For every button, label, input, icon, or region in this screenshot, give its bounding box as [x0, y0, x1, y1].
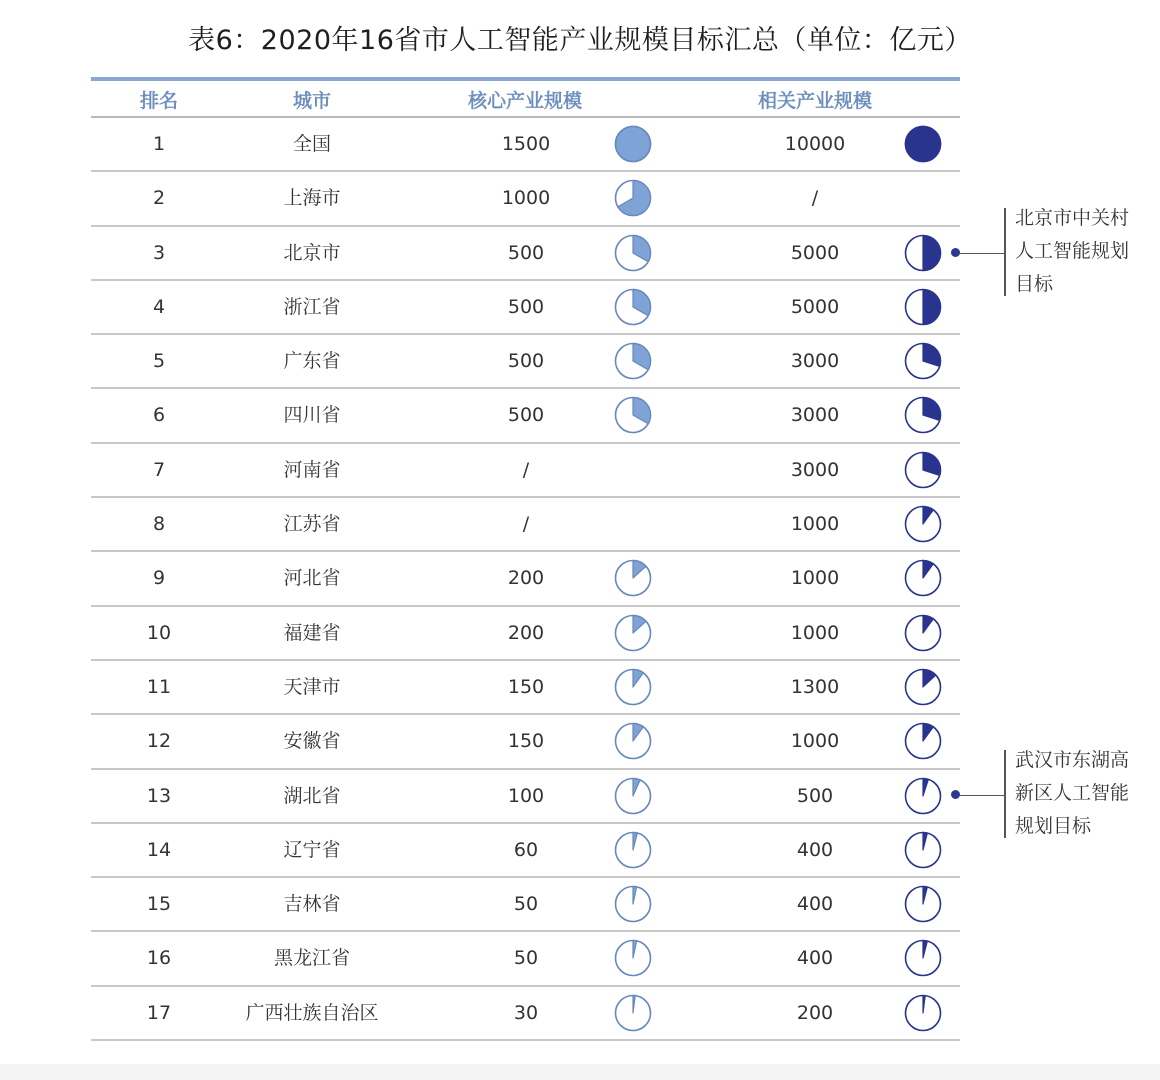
related-pie-icon [904, 396, 942, 434]
city-cell: 四川省 [283, 404, 341, 427]
core-value-cell: 1500 [501, 133, 551, 155]
related-pie-icon [904, 288, 942, 326]
table-row [91, 715, 960, 769]
table-row [91, 607, 960, 661]
header-city: 城市 [292, 90, 331, 112]
rank-cell: 1 [152, 133, 166, 155]
rank-cell: 10 [146, 621, 172, 644]
related-value-cell: / [811, 187, 819, 210]
header-rank: 排名 [139, 90, 178, 112]
table-row [91, 118, 960, 172]
annotation-1-bracket [1004, 208, 1006, 296]
core-value-cell: 150 [507, 730, 545, 753]
related-value-cell: 5000 [790, 295, 840, 318]
related-value-cell: 200 [796, 1001, 834, 1024]
related-pie-icon [904, 777, 942, 815]
table-row [91, 770, 960, 824]
annotation-2-line-1: 武汉市东湖高 [1015, 749, 1130, 771]
city-cell: 全国 [292, 133, 331, 155]
core-pie-icon [614, 559, 652, 597]
table-row [91, 335, 960, 389]
core-pie-icon [614, 885, 652, 923]
related-pie-icon [904, 342, 942, 380]
annotation-2-leader [958, 795, 1004, 796]
rank-cell: 7 [152, 458, 166, 481]
annotation-1-text [1015, 202, 1155, 301]
annotation-2-line-2: 新区人工智能 [1015, 782, 1130, 804]
core-pie-icon [614, 288, 652, 326]
related-pie-icon [904, 668, 942, 706]
core-pie-icon [614, 179, 652, 217]
city-cell: 河北省 [283, 567, 341, 590]
rank-cell: 11 [146, 675, 172, 698]
rank-cell: 13 [146, 784, 172, 807]
annotation-1-line-2: 人工智能规划 [1015, 240, 1130, 262]
related-pie-icon [904, 505, 942, 543]
related-value-cell: 1000 [790, 513, 840, 536]
annotation-2-line-3: 规划目标 [1015, 815, 1092, 837]
core-value-cell: 30 [513, 1001, 539, 1024]
related-pie-icon [904, 722, 942, 760]
table-row [91, 552, 960, 606]
table-row [91, 987, 960, 1041]
rank-cell: 12 [146, 730, 172, 753]
related-pie-icon [904, 939, 942, 977]
annotation-1-line-1: 北京市中关村 [1015, 207, 1130, 229]
core-value-cell: 150 [507, 675, 545, 698]
core-pie-icon [614, 722, 652, 760]
rank-cell: 8 [152, 513, 166, 536]
core-pie-icon [614, 939, 652, 977]
header-related: 相关产业规模 [757, 90, 872, 112]
annotation-1-line-3: 目标 [1015, 273, 1054, 295]
city-cell: 广西壮族自治区 [245, 1001, 379, 1024]
related-pie-icon [904, 559, 942, 597]
annotation-2-text [1015, 744, 1155, 843]
core-value-cell: 500 [507, 350, 545, 373]
related-value-cell: 400 [796, 838, 834, 861]
related-pie-icon-slice [906, 127, 941, 162]
city-cell: 湖北省 [283, 784, 341, 807]
core-value-cell: 200 [507, 621, 545, 644]
related-pie-icon-slice [923, 235, 941, 270]
rank-cell: 9 [152, 567, 166, 590]
table-title: 表6：2020年16省市人工智能产业规模目标汇总（单位：亿元） [188, 25, 972, 56]
related-value-cell: 500 [796, 784, 834, 807]
rank-cell: 3 [152, 241, 166, 264]
table-row [91, 824, 960, 878]
city-cell: 天津市 [283, 675, 341, 698]
related-value-cell: 1000 [790, 567, 840, 590]
page-bottom-edge [0, 1064, 1160, 1080]
annotation-2-bracket [1004, 750, 1006, 838]
related-value-cell: 10000 [784, 133, 846, 155]
core-pie-icon [614, 831, 652, 869]
header-core: 核心产业规模 [467, 90, 582, 112]
related-value-cell: 5000 [790, 241, 840, 264]
rank-cell: 15 [146, 893, 172, 916]
table-row [91, 389, 960, 443]
core-pie-icon [614, 614, 652, 652]
core-pie-icon [614, 994, 652, 1032]
core-value-cell: / [522, 458, 530, 481]
core-value-cell: 500 [507, 295, 545, 318]
core-pie-icon [614, 234, 652, 272]
core-value-cell: 1000 [501, 187, 551, 210]
core-pie-icon [614, 125, 652, 163]
core-value-cell: 60 [513, 838, 539, 861]
core-pie-icon-slice [616, 127, 651, 162]
related-value-cell: 1000 [790, 621, 840, 644]
annotation-1-dot [951, 248, 960, 257]
city-cell: 浙江省 [283, 295, 341, 318]
rank-cell: 4 [152, 295, 166, 318]
city-cell: 江苏省 [283, 513, 341, 536]
city-cell: 福建省 [283, 621, 341, 644]
rank-cell: 17 [146, 1001, 172, 1024]
table-top-rule [91, 77, 960, 81]
related-pie-icon [904, 831, 942, 869]
table-row [91, 444, 960, 498]
table-row [91, 878, 960, 932]
core-pie-icon [614, 777, 652, 815]
core-value-cell: / [522, 513, 530, 536]
annotation-1-leader [958, 253, 1004, 254]
related-value-cell: 3000 [790, 404, 840, 427]
related-pie-icon [904, 451, 942, 489]
core-value-cell: 500 [507, 404, 545, 427]
table-row [91, 172, 960, 226]
related-value-cell: 400 [796, 947, 834, 970]
related-value-cell: 400 [796, 893, 834, 916]
related-value-cell: 1000 [790, 730, 840, 753]
core-value-cell: 500 [507, 241, 545, 264]
rank-cell: 5 [152, 350, 166, 373]
rank-cell: 14 [146, 838, 172, 861]
city-cell: 北京市 [283, 241, 341, 264]
related-value-cell: 1300 [790, 675, 840, 698]
table-row [91, 498, 960, 552]
annotation-2-dot [951, 790, 960, 799]
core-value-cell: 50 [513, 893, 539, 916]
data-table [91, 118, 960, 1041]
table-row [91, 661, 960, 715]
table-row [91, 932, 960, 986]
related-pie-icon [904, 234, 942, 272]
related-value-cell: 3000 [790, 458, 840, 481]
city-cell: 河南省 [283, 458, 341, 481]
city-cell: 辽宁省 [283, 838, 341, 861]
table-row [91, 281, 960, 335]
rank-cell: 16 [146, 947, 172, 970]
city-cell: 广东省 [283, 350, 341, 373]
city-cell: 安徽省 [283, 730, 341, 753]
related-pie-icon [904, 125, 942, 163]
core-pie-icon [614, 396, 652, 434]
core-value-cell: 100 [507, 784, 545, 807]
rank-cell: 6 [152, 404, 166, 427]
core-pie-icon [614, 668, 652, 706]
core-value-cell: 50 [513, 947, 539, 970]
core-pie-icon [614, 342, 652, 380]
city-cell: 上海市 [283, 187, 341, 210]
related-value-cell: 3000 [790, 350, 840, 373]
related-pie-icon [904, 994, 942, 1032]
table-row [91, 227, 960, 281]
related-pie-icon [904, 614, 942, 652]
related-pie-icon [904, 885, 942, 923]
related-pie-icon-slice [923, 289, 941, 324]
core-value-cell: 200 [507, 567, 545, 590]
city-cell: 黑龙江省 [273, 947, 350, 970]
rank-cell: 2 [152, 187, 166, 210]
city-cell: 吉林省 [283, 893, 341, 916]
